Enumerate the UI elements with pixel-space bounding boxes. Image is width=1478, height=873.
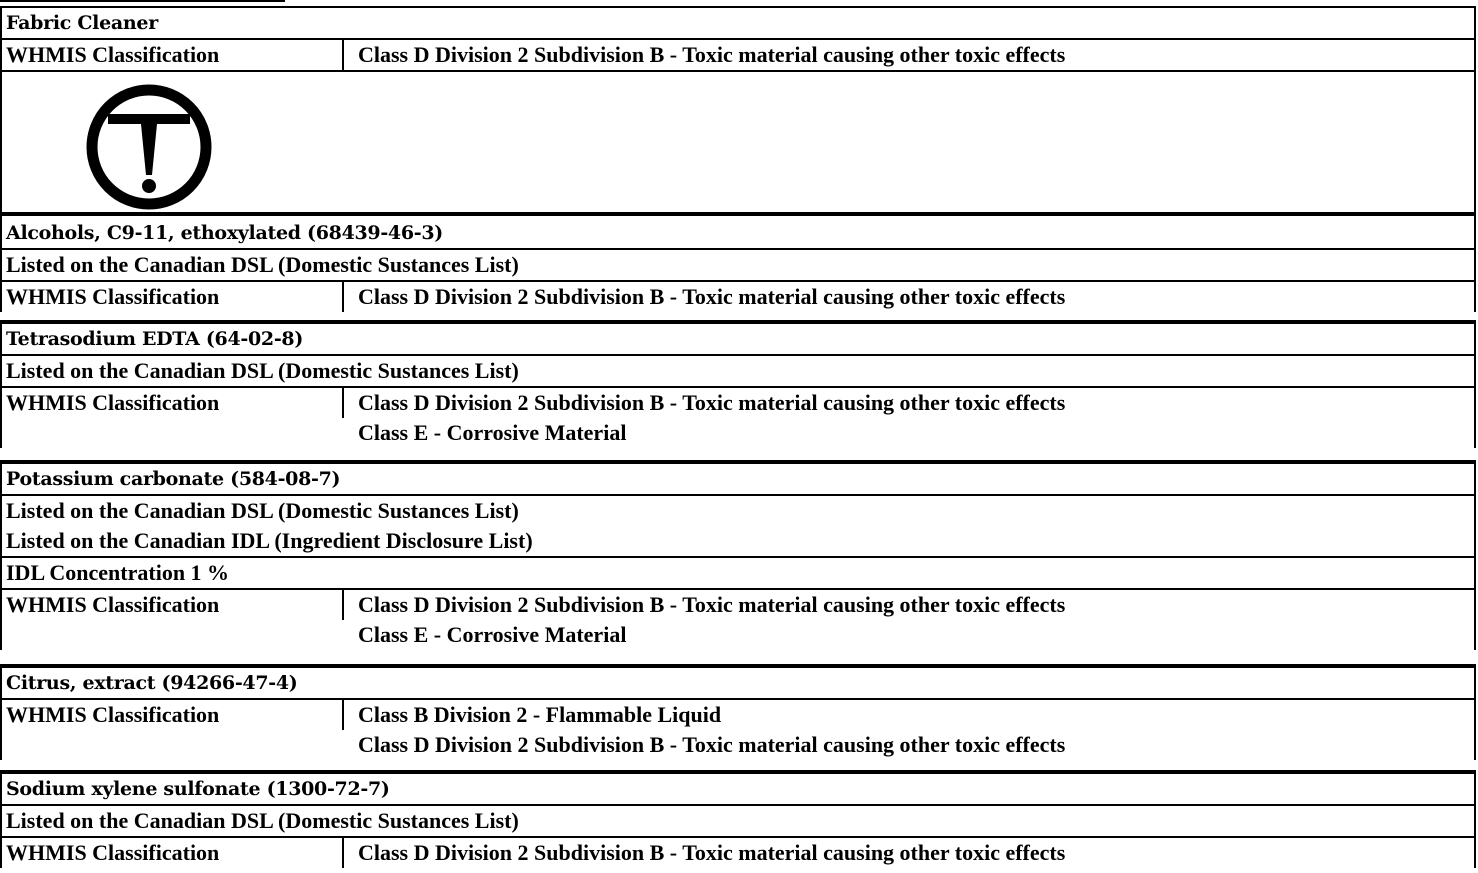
listing-row	[2, 806, 1474, 838]
whmis-class: Class D Division 2 Subdivision B - Toxic material causing other toxic effects	[358, 840, 1066, 865]
ingredient-name: Potassium carbonate (584-08-7)	[6, 468, 341, 490]
whmis-label: WHMIS Classification	[2, 838, 344, 868]
whmis-label: WHMIS Classification	[2, 282, 344, 312]
whmis-class: Class D Division 2 Subdivision B - Toxic material causing other toxic effects	[358, 732, 1066, 757]
section-divider	[0, 212, 1476, 216]
ingredient-name-row	[2, 324, 1474, 356]
listing-text: Listed on the Canadian IDL (Ingredient Disclosure List)	[6, 528, 533, 553]
whmis-class: Class E - Corrosive Material	[358, 420, 627, 445]
ingredient-name-row	[2, 218, 1474, 250]
listing-text: Listed on the Canadian DSL (Domestic Sustances List)	[6, 358, 519, 383]
ingredient-block	[0, 774, 1476, 868]
listing-row	[2, 356, 1474, 388]
toxic-t-in-circle-icon	[82, 82, 216, 212]
listing-text: Listed on the Canadian DSL (Domestic Sustances List)	[6, 808, 519, 833]
whmis-label: WHMIS Classification	[2, 40, 344, 70]
listing-text: Listed on the Canadian DSL (Domestic Sustances List)	[6, 498, 519, 523]
ingredient-whmis-row	[2, 590, 1474, 650]
ingredient-whmis-row	[2, 700, 1474, 760]
ingredient-name-row	[2, 668, 1474, 700]
ingredient-name-row	[2, 464, 1474, 496]
whmis-class: Class D Division 2 Subdivision B - Toxic material causing other toxic effects	[358, 390, 1066, 415]
ingredient-block	[0, 218, 1476, 312]
whmis-class: Class E - Corrosive Material	[358, 622, 627, 647]
hazard-symbol-row	[2, 72, 1474, 219]
ingredient-name: Alcohols, C9-11, ethoxylated (68439-46-3)	[6, 222, 443, 244]
whmis-label: WHMIS Classification	[2, 388, 344, 418]
whmis-class: Class D Division 2 Subdivision B - Toxic material causing other toxic effects	[358, 592, 1066, 617]
product-block	[0, 6, 1476, 219]
whmis-label: WHMIS Classification	[2, 700, 344, 730]
ingredient-whmis-row	[2, 388, 1474, 448]
ingredient-name-row	[2, 774, 1474, 806]
ingredient-whmis-row	[2, 838, 1474, 868]
ingredient-block	[0, 464, 1476, 650]
idl-concentration-row	[2, 558, 1474, 590]
top-rule	[0, 0, 285, 2]
whmis-class: Class D Division 2 Subdivision B - Toxic material causing other toxic effects	[358, 42, 1066, 67]
whmis-label: WHMIS Classification	[2, 590, 344, 620]
product-whmis-row	[2, 40, 1474, 72]
ingredient-whmis-row	[2, 282, 1474, 312]
idl-concentration: IDL Concentration 1 %	[6, 560, 230, 585]
ingredient-name: Tetrasodium EDTA (64-02-8)	[6, 328, 304, 350]
ingredient-block	[0, 668, 1476, 760]
product-name-row	[2, 8, 1474, 40]
ingredient-block	[0, 324, 1476, 448]
ingredient-name: Sodium xylene sulfonate (1300-72-7)	[6, 778, 390, 800]
listing-row	[2, 496, 1474, 558]
whmis-class: Class D Division 2 Subdivision B - Toxic material causing other toxic effects	[358, 284, 1066, 309]
listing-row	[2, 250, 1474, 282]
whmis-class: Class B Division 2 - Flammable Liquid	[358, 702, 722, 727]
listing-text: Listed on the Canadian DSL (Domestic Sustances List)	[6, 252, 519, 277]
product-name: Fabric Cleaner	[6, 12, 158, 34]
ingredient-name: Citrus, extract (94266-47-4)	[6, 672, 298, 694]
